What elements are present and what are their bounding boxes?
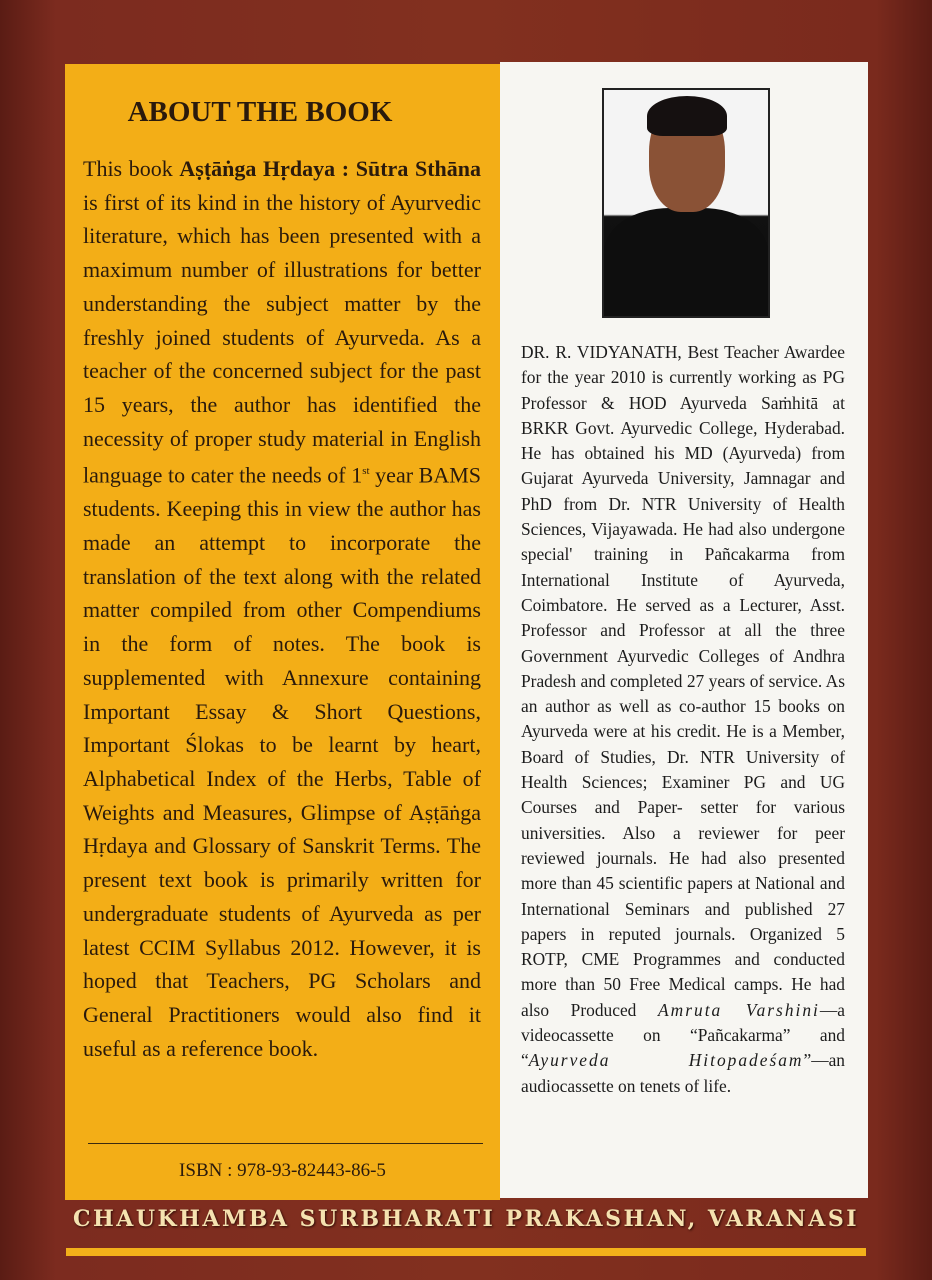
work-2: Ayurveda Hitopadeśam xyxy=(528,1050,804,1071)
publisher-name: CHAUKHAMBA SURBHARATI PRAKASHAN, VARANASI xyxy=(72,1206,860,1232)
isbn: ISBN : 978-93-82443-86-5 xyxy=(179,1160,386,1181)
about-body-1: is first of its kind in the history of Ayurvedic literature, which has been presented with a maximum number of illustrations for better understanding the subject matter by the freshly joined students of Ayurveda. As a teacher of the concerned subject for the past 15 years, the author has identified the necessity of proper study material in English language to cater the needs of 1 xyxy=(83,189,481,488)
bio-2: —a videocassette on “Pañcakarma” and “ xyxy=(521,999,845,1071)
about-intro: This book xyxy=(83,156,180,181)
about-body-2: year BAMS students. Keeping this in view the author has made an attempt to incorporate the translation of the text along with the related matter compiled from other Compendiums in the form of notes. The book is supplemented with Annexure containing Important Essay & Short Questions, Important Ślokas to be learnt by heart, Alphabetical Index of the Herbs, Table of Weights and Measures, Glimpse of Aṣṭāṅga Hṛdaya and Glossary of Sanskrit Terms. The present text book is primarily written for undergraduate students of Ayurveda as per latest CCIM Syllabus 2012. However, it is hoped that Teachers, PG Scholars and General Practitioners would also find it useful as a reference book. xyxy=(83,462,481,1061)
about-text xyxy=(83,152,481,1065)
author-bio xyxy=(521,340,845,1099)
photo-hair xyxy=(647,96,727,136)
book-title: Aṣṭāṅga Hṛdaya : Sūtra Sthāna xyxy=(179,156,481,181)
divider xyxy=(88,1143,483,1144)
superscript-st: st xyxy=(362,465,370,478)
gold-bar xyxy=(66,1248,866,1256)
author-photo xyxy=(602,88,770,318)
about-heading: ABOUT THE BOOK xyxy=(127,96,393,128)
work-1: Amruta Varshini xyxy=(658,999,820,1020)
photo-shirt xyxy=(604,208,768,318)
bio-3: ”—an audiocassette on tenets of life. xyxy=(521,1050,845,1096)
bio-1: DR. R. VIDYANATH, Best Teacher Awardee for the year 2010 is currently working as PG Professor & HOD Ayurveda Saṁhitā at BRKR Govt. Ayurvedic College, Hyderabad. He has obtained his MD (Ayurveda) from Gujarat Ayurveda University, Jamnagar and PhD from Dr. NTR University of Health Sciences, Vijayawada. He had also undergone special' training in Pañcakarma from International Institute of Ayurveda, Coimbatore. He served as a Lecturer, Asst. Professor and Professor at all the three Government Ayurvedic Colleges of Andhra Pradesh and completed 27 years of service. As an author as well as co-author 15 books on Ayurveda were at his credit. He is a Member, Board of Studies, Dr. NTR University of Health Sciences; Examiner PG and UG Courses and Paper- setter for various universities. Also a reviewer for peer reviewed journals. He had also presented more than 45 scientific papers at National and International Seminars and published 27 papers in reputed journals. Organized 5 ROTP, CME Programmes and conducted more than 50 Free Medical camps. He had also Produced xyxy=(521,342,845,1020)
